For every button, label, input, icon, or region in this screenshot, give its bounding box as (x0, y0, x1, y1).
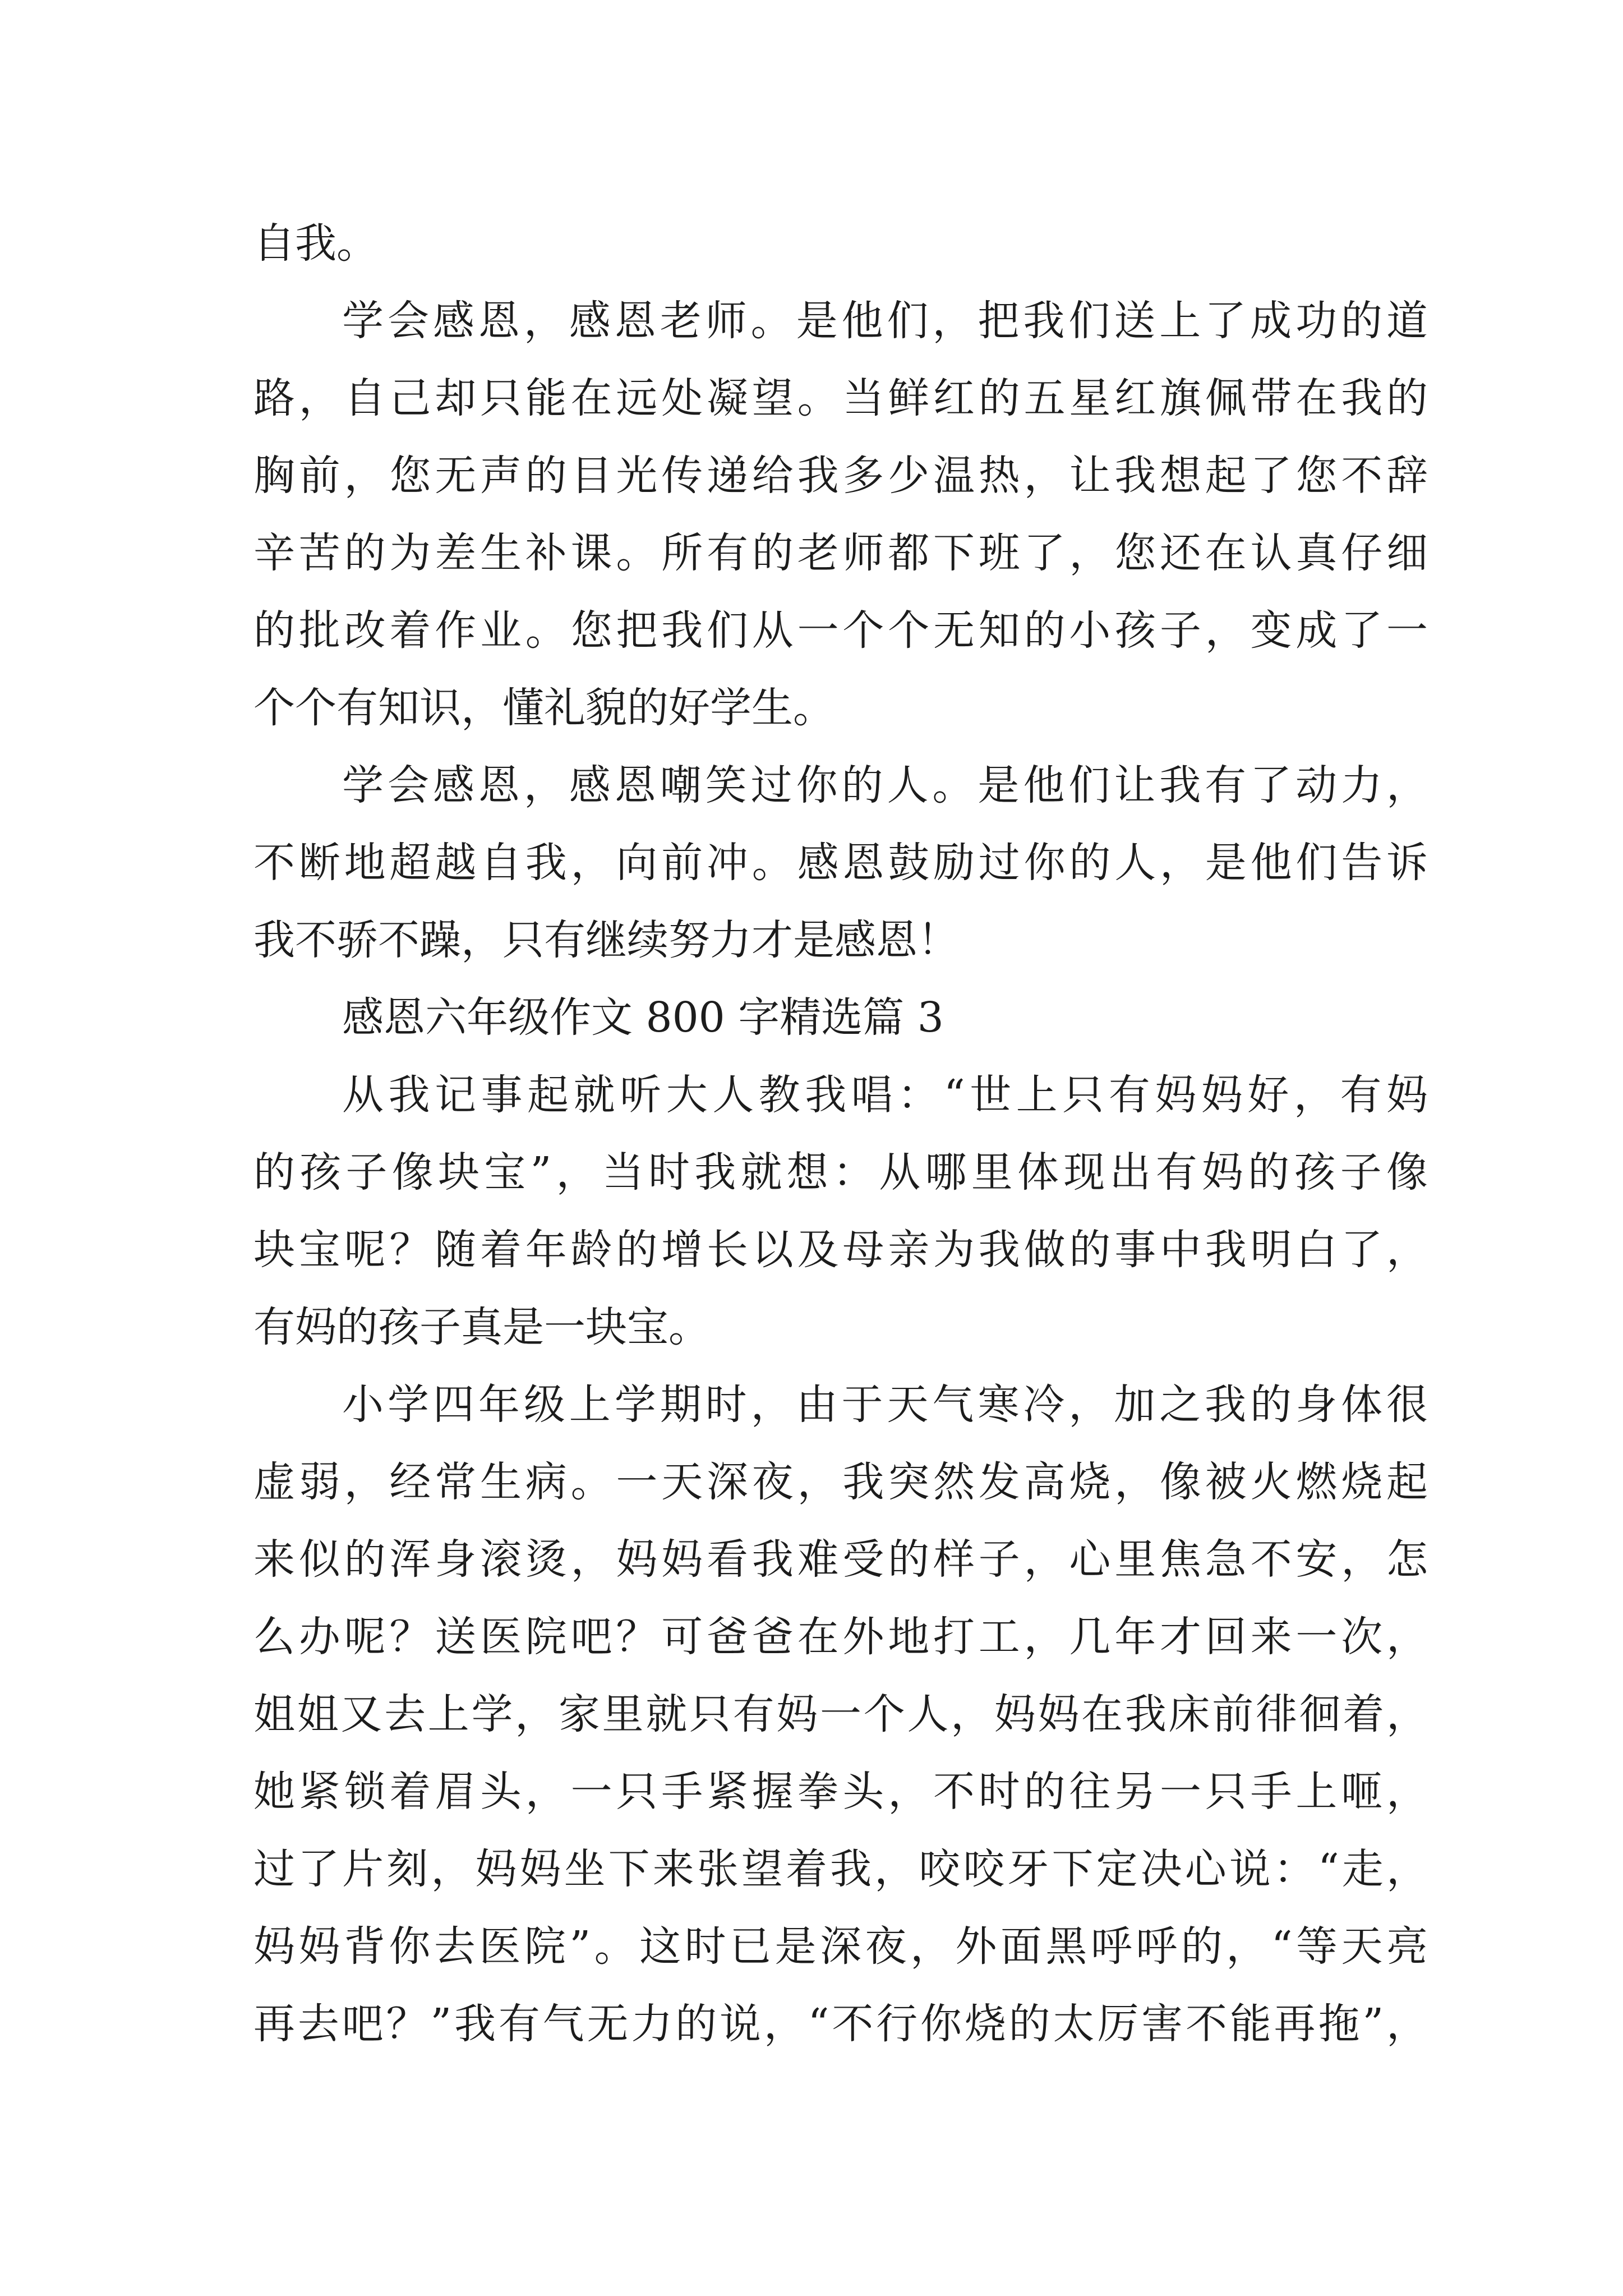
text-line: 自我。 (253, 219, 378, 268)
text-line: 路，自己却只能在远处凝望。当鲜红的五星红旗佩带在我的 (253, 374, 1428, 422)
text-line: 辛苦的为差生补课。所有的老师都下班了，您还在认真仔细 (253, 529, 1428, 577)
document-body (253, 205, 1428, 2063)
text-line: 我不骄不躁，只有继续努力才是感恩！ (253, 916, 959, 964)
text-line: 学会感恩，感恩嘲笑过你的人。是他们让我有了动力， (342, 761, 1428, 809)
section-heading: 感恩六年级作文 800 字精选篇 3 (342, 993, 944, 1042)
text-line: 个个有知识，懂礼貌的好学生。 (253, 684, 834, 732)
text-line: 姐姐又去上学，家里就只有妈一个人，妈妈在我床前徘徊着， (253, 1690, 1428, 1738)
paragraph (253, 747, 1428, 979)
text-line: 她紧锁着眉头，一只手紧握拳头，不时的往另一只手上咂， (253, 1768, 1428, 1816)
text-line: 学会感恩，感恩老师。是他们，把我们送上了成功的道 (342, 297, 1428, 345)
text-line: 来似的浑身滚烫，妈妈看我难受的样子，心里焦急不安，怎 (253, 1535, 1428, 1584)
text-line: 胸前，您无声的目光传递给我多少温热，让我想起了您不辞 (253, 452, 1428, 500)
text-line: 过了片刻，妈妈坐下来张望着我，咬咬牙下定决心说：“走， (253, 1845, 1428, 1893)
text-line: 虚弱，经常生病。一天深夜，我突然发高烧，像被火燃烧起 (253, 1458, 1428, 1506)
paragraph (253, 1056, 1428, 1366)
paragraph (253, 1366, 1428, 2063)
paragraph (253, 282, 1428, 747)
text-line: 块宝呢？随着年龄的增长以及母亲为我做的事中我明白了， (253, 1226, 1428, 1274)
text-line: 小学四年级上学期时，由于天气寒冷，加之我的身体很 (342, 1381, 1428, 1429)
paragraph (253, 205, 1428, 282)
text-line: 不断地超越自我，向前冲。感恩鼓励过你的人，是他们告诉 (253, 839, 1428, 887)
text-line: 妈妈背你去医院”。这时已是深夜，外面黑呼呼的，“等天亮 (253, 1922, 1428, 1971)
text-line: 么办呢？送医院吧？可爸爸在外地打工，几年才回来一次， (253, 1613, 1428, 1661)
text-line: 有妈的孩子真是一块宝。 (253, 1303, 710, 1351)
text-line: 从我记事起就听大人教我唱：“世上只有妈妈好，有妈 (342, 1071, 1428, 1119)
text-line: 的孩子像块宝”，当时我就想：从哪里体现出有妈的孩子像 (253, 1148, 1428, 1197)
text-line: 的批改着作业。您把我们从一个个无知的小孩子，变成了一 (253, 606, 1428, 655)
text-line: 再去吧？”我有气无力的说，“不行你烧的太厉害不能再拖”， (253, 2000, 1428, 2048)
